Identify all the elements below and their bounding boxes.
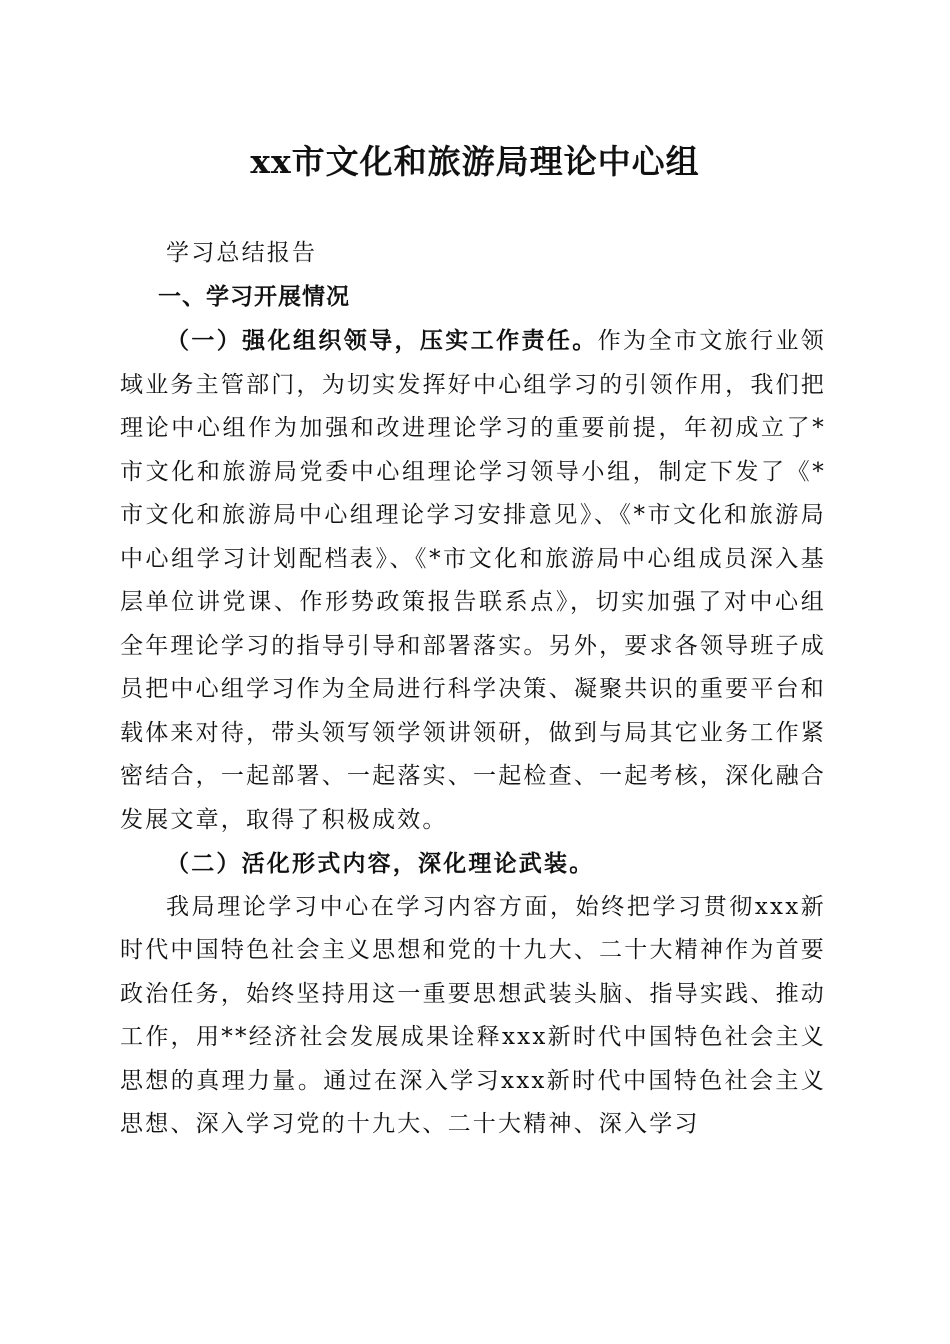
subsection-1-text: 作为全市文旅行业领域业务主管部门，为切实发挥好中心组学习的引领作用，我们把理论中心组作为加强和改进理论学习的重要前提，年初成立了*市文化和旅游局党委中心组理论学习领导小组，制定下发了《*市文化和旅游局中心组理论学习安排意见》、《*市文化和旅游局中心组学习计划配档表》、《*市文化和旅游局中心组成员深入基层单位讲党课、作形势政策报告联系点》，切实加强了对中心组全年理论学习的指导引导和部署落实。另外，要求各领导班子成员把中心组学习作为全局进行科学决策、凝聚共识的重要平台和载体来对待，带头领写领学领讲领研，做到与局其它业务工作紧密结合，一起部署、一起落实、一起检查、一起考核，深化融合发展文章，取得了积极成效。 (120, 328, 826, 833)
document-subtitle: 学习总结报告 (166, 240, 318, 266)
document-body (120, 232, 826, 1147)
paragraph-1 (120, 319, 826, 842)
document-title: xx市文化和旅游局理论中心组 (250, 142, 700, 181)
subsection-1-lead: （一）强化组织领导，压实工作责任。 (166, 327, 598, 354)
subsection-2-heading: （二）活化形式内容，深化理论武装。 (166, 850, 595, 877)
section-heading-1: 一、学习开展情况 (158, 283, 350, 310)
paragraph-2: 我局理论学习中心在学习内容方面，始终把学习贯彻xxx新时代中国特色社会主义思想和党的十九大、二十大精神作为首要政治任务，始终坚持用这一重要思想武装头脑、指导实践、推动工作，用**经济社会发展成果诠释xxx新时代中国特色社会主义思想的真理力量。通过在深入学习xxx新时代中国特色社会主义思想、深入学习党的十九大、二十大精神、深入学习 (120, 893, 826, 1137)
